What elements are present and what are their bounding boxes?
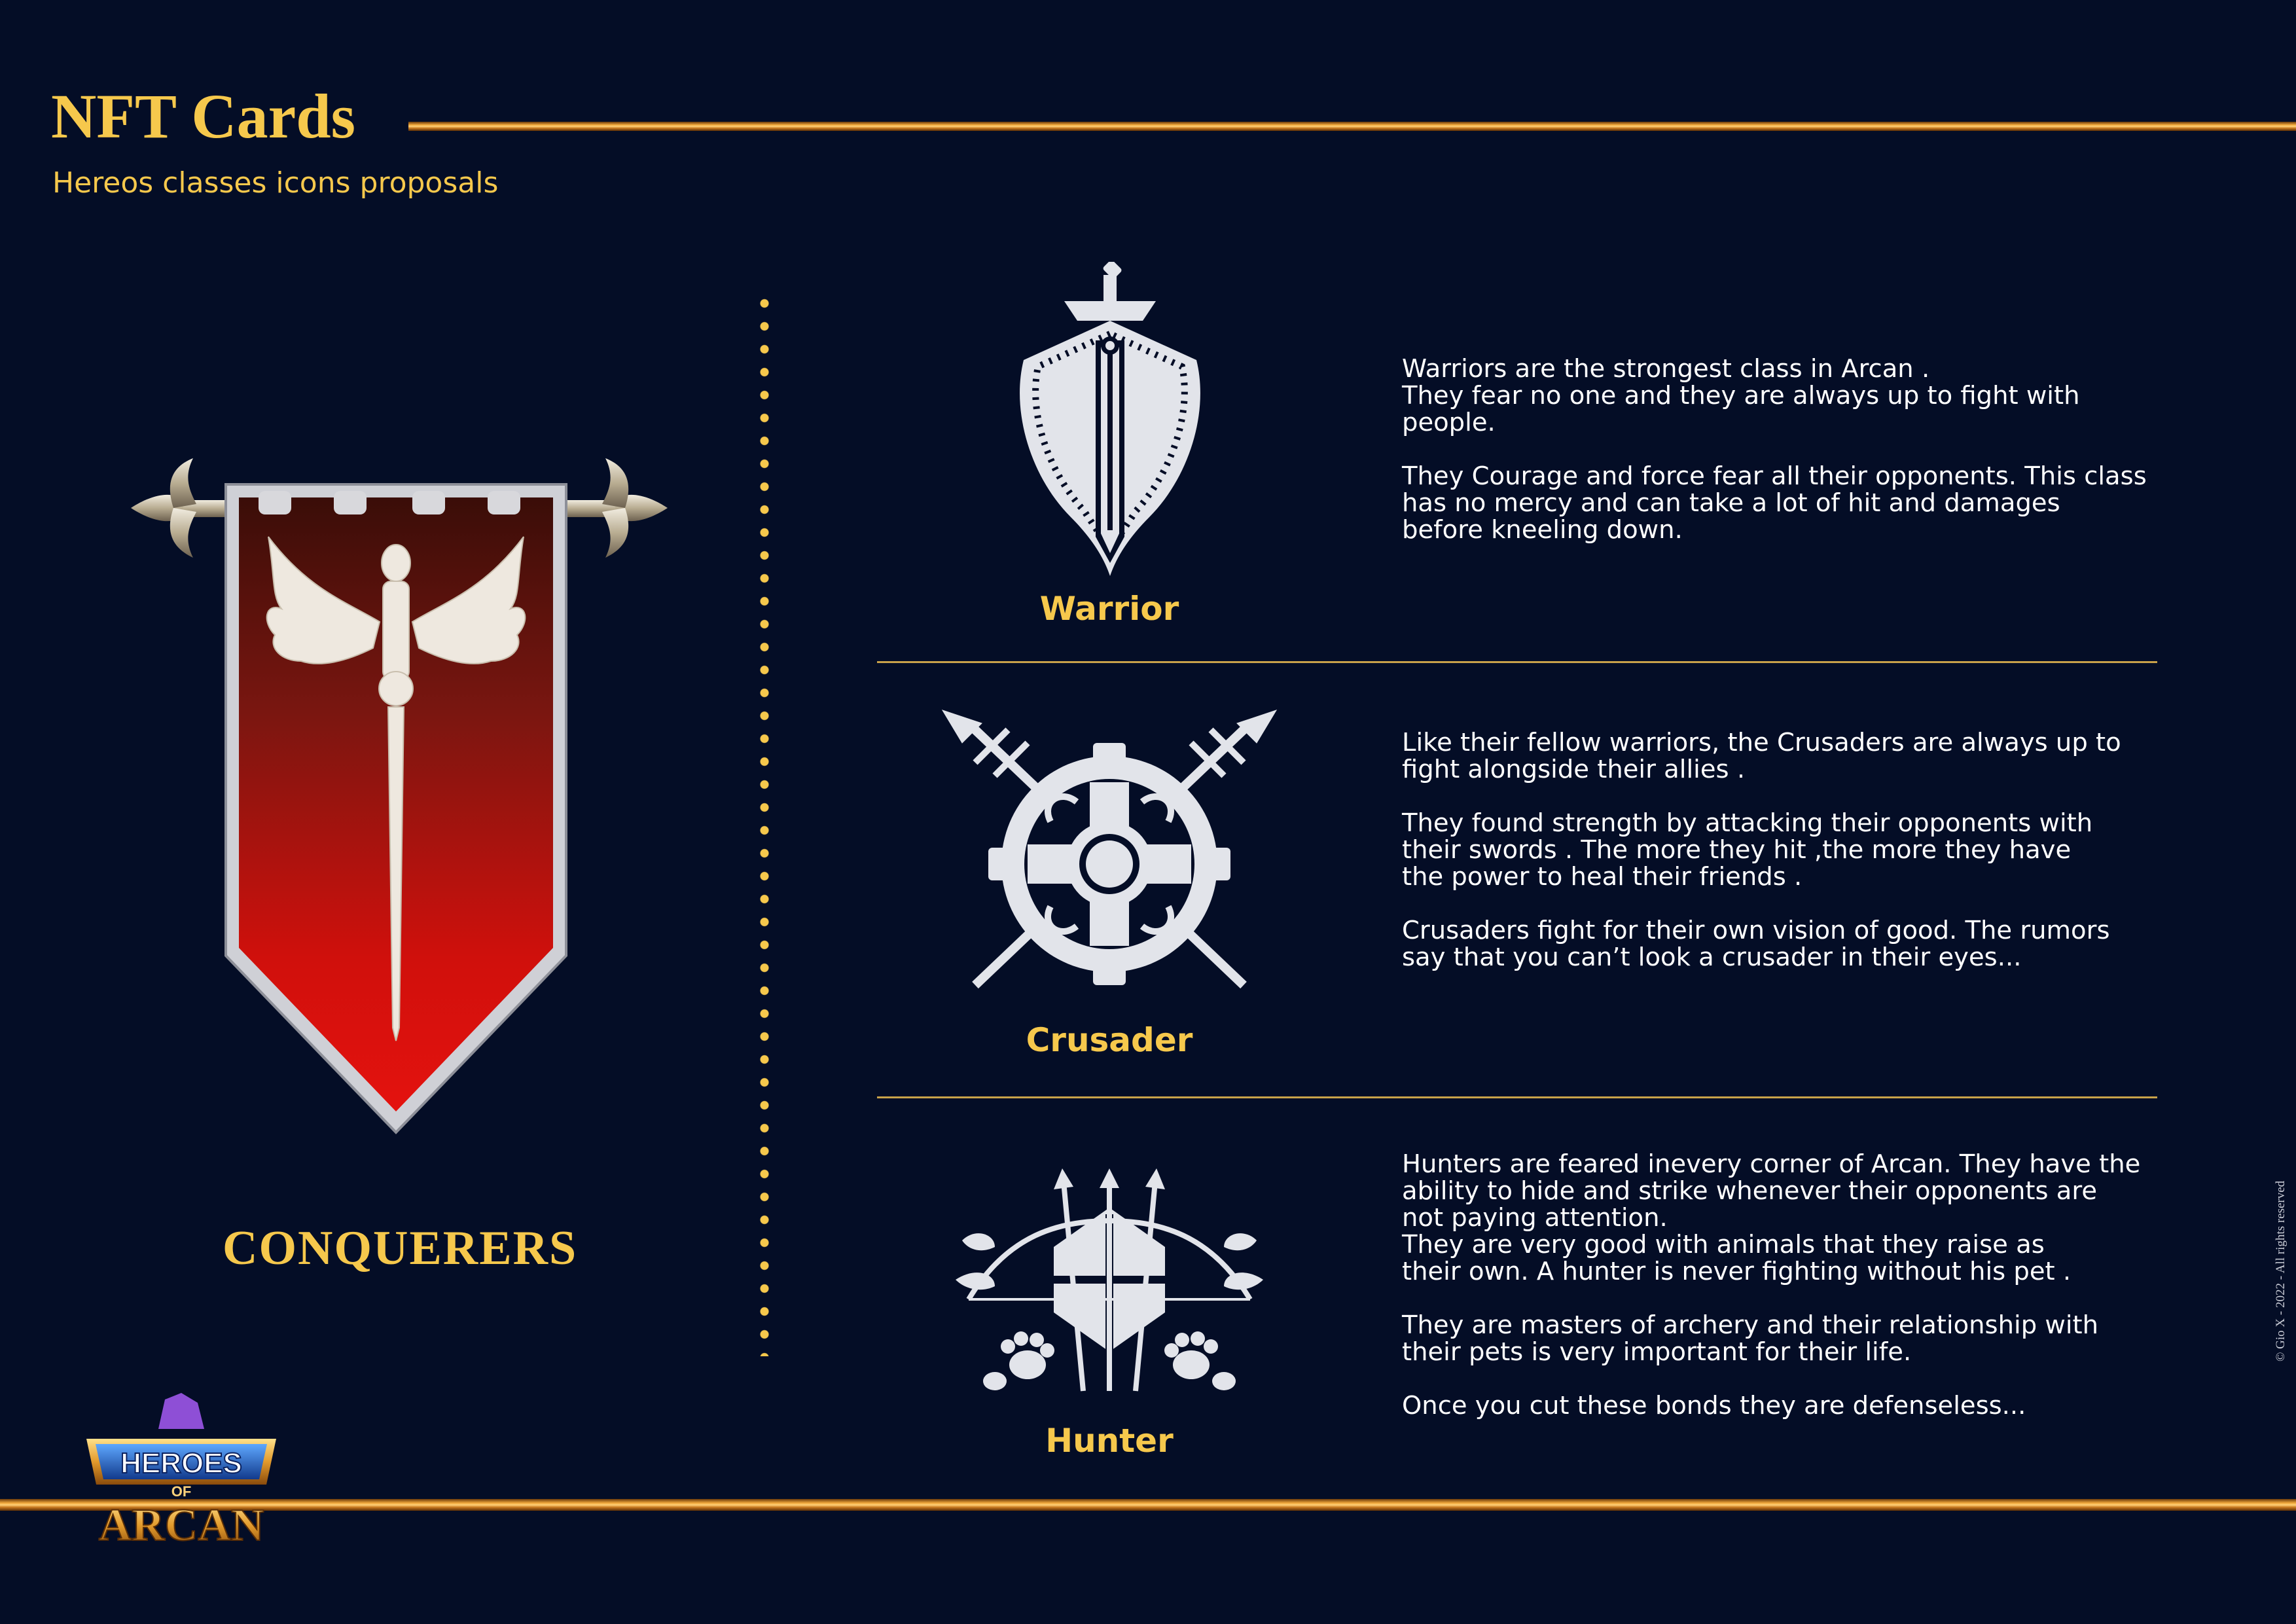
- copyright-notice: © Gio X - 2022 - All rights reserved: [2274, 1180, 2287, 1362]
- class-name-crusader: Crusader: [1026, 1021, 1193, 1059]
- class-description-warrior: [1402, 355, 2194, 570]
- logo-line1: HEROES: [120, 1447, 242, 1479]
- heroes-of-arcan-logo: [73, 1393, 289, 1583]
- banner-label: CONQUERERS: [223, 1221, 578, 1275]
- description-paragraph: They Courage and force fear all their opponents. This class has no mercy and can take a lot of hit and damages before kneeling down.: [1402, 461, 2147, 545]
- crossed-spears-wheel-icon: [936, 704, 1283, 998]
- description-paragraph: Like their fellow warriors, the Crusaders are always up to fight alongside their allies .: [1402, 728, 2121, 784]
- logo-line3: ARCAN: [98, 1500, 264, 1551]
- class-description-hunter: [1402, 1151, 2194, 1446]
- description-paragraph: Crusaders fight for their own vision of good. The rumors say that you can’t look a crusader in their eyes...: [1402, 916, 2110, 972]
- sword-shield-icon: [1012, 262, 1208, 589]
- class-name-hunter: Hunter: [1045, 1422, 1174, 1460]
- logo-line2: OF: [171, 1483, 192, 1500]
- page-subtitle: Hereos classes icons proposals: [52, 166, 499, 200]
- section-divider: [877, 661, 2157, 663]
- description-paragraph: They are masters of archery and their relationship with their pets is very important for their life.: [1402, 1310, 2099, 1367]
- crystal-icon: [158, 1393, 204, 1429]
- dotted-separator: [759, 292, 770, 1356]
- header-gold-divider: [408, 122, 2296, 131]
- description-paragraph: Warriors are the strongest class in Arcan . They fear no one and they are always up to fight with people.: [1402, 354, 2080, 437]
- class-description-crusader: [1402, 729, 2194, 998]
- class-name-warrior: Warrior: [1039, 590, 1179, 628]
- bow-arrows-paws-icon: [956, 1168, 1263, 1404]
- section-divider: [877, 1096, 2157, 1098]
- banner-illustration: [131, 452, 674, 1139]
- description-paragraph: Hunters are feared inevery corner of Arcan. They have the ability to hide and strike whenever their opponents are not paying attention. They are very good with animals that they raise as their own. A hunter is never fighting without his pet .: [1402, 1149, 2141, 1286]
- description-paragraph: Once you cut these bonds they are defenseless...: [1402, 1391, 2026, 1420]
- page-title: NFT Cards: [51, 81, 355, 151]
- conquerers-banner: [131, 452, 674, 1139]
- description-paragraph: They found strength by attacking their opponents with their swords . The more they hit ,the more they have the power to heal their friends .: [1402, 808, 2093, 892]
- footer-gold-divider: [0, 1499, 2296, 1511]
- logo-emblem: [73, 1393, 289, 1583]
